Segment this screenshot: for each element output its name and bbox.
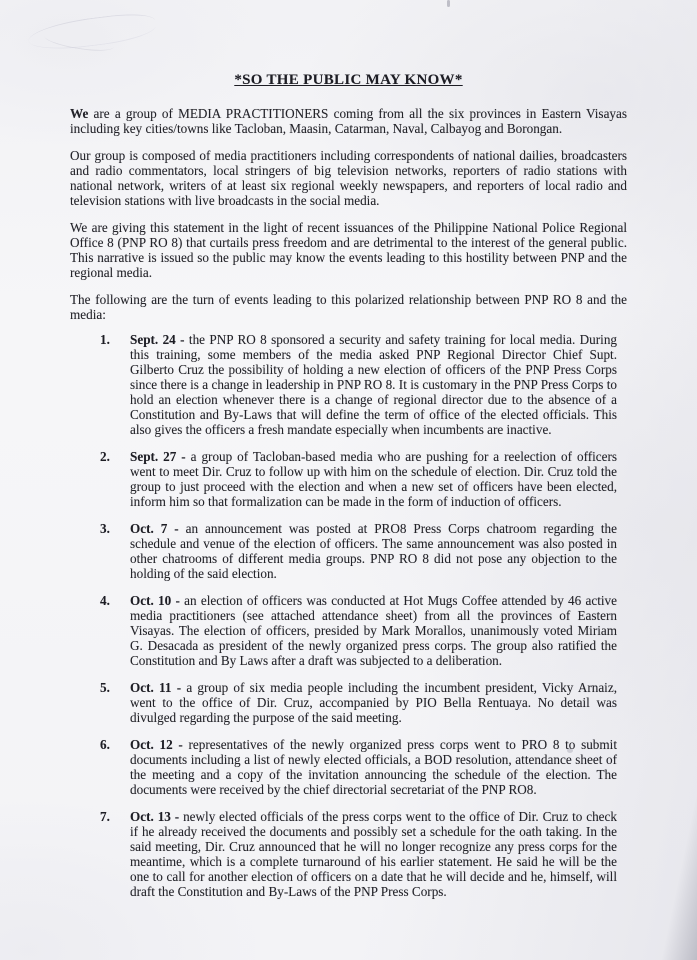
event-number: 1. [100,332,110,347]
event-item [70,332,627,437]
intro-paragraph-1 [70,106,627,136]
event-date: Oct. 10 - [130,593,180,608]
event-text [130,809,617,899]
event-body: the PNP RO 8 sponsored a security and safety training for local media. During this training, some members of the media asked PNP Regional Director Chief Supt. Gilberto Cruz the possibility of holding a new election of officers of the PNP Press Corps since there is a change in leadership in PNP RO 8. It is customary in the PNP Press Corps to hold an election whenever there is a change of regional director due to the absence of a Constitution and By-Laws that will define the term of office of the elected officials. This also gives the officers a fresh mandate especially when incumbents are inactive. [130,332,618,437]
event-item [70,593,627,668]
event-item [70,680,627,725]
event-body: representatives of the newly organized press corps went to PRO 8 to submit documents including a list of newly elected officials, a BOD resolution, attendance sheet of the meeting and a copy of the invitation announcing the schedule of the election. The documents were received by the chief directorial secretariat of the PNP RO8. [130,737,617,797]
event-item [70,809,627,899]
event-number: 3. [100,521,110,536]
intro-paragraph-2 [70,148,627,208]
event-text [130,449,617,509]
paragraph-lead: We [70,106,89,121]
title-row [70,70,627,90]
event-text [130,737,617,797]
document-content [70,70,627,899]
event-date: Oct. 11 - [130,680,182,695]
event-date: Oct. 13 - [130,809,180,824]
event-date: Oct. 12 - [130,737,183,752]
event-text [130,521,617,581]
event-date: Sept. 24 - [130,332,185,347]
paper-speck [447,0,450,7]
document-title: *SO THE PUBLIC MAY KNOW* [234,72,463,88]
event-item [70,737,627,797]
event-number: 4. [100,593,110,608]
event-date: Oct. 7 - [130,521,179,536]
paragraph-body: We are giving this statement in the light of recent issuances of the Philippine National Police Regional Office 8 (PNP RO 8) that curtails press freedom and are detrimental to the interest of the general public. This narrative is issued so the public may know the events leading to this hostility between PNP and the regional media. [70,220,627,280]
event-text [130,593,617,668]
intro-paragraph-3 [70,220,627,280]
event-number: 5. [100,680,110,695]
event-number: 6. [100,737,110,752]
event-text [130,332,617,437]
event-text [130,680,617,725]
event-body: an announcement was posted at PRO8 Press Corps chatroom regarding the schedule and venue of the election of officers. The same announcement was also posted in other chatrooms of different media groups. PNP RO 8 did not pose any objection to the holding of the said election. [130,521,617,581]
event-date: Sept. 27 - [130,449,186,464]
event-body: a group of Tacloban-based media who are pushing for a reelection of officers went to meet Dir. Cruz to follow up with him on the schedule of election. Dir. Cruz told the group to just proceed with the election and when a new set of officers have been elected, inform him so that formalization can be made in the form of induction of officers. [130,449,618,509]
event-number: 7. [100,809,110,824]
intro-paragraph-4 [70,292,627,322]
paragraph-body: are a group of MEDIA PRACTITIONERS coming from all the six provinces in Eastern Visayas including key cities/towns like Tacloban, Maasin, Catarman, Naval, Calbayog and Borongan. [70,106,627,136]
event-number: 2. [100,449,110,464]
paragraph-body: The following are the turn of events leading to this polarized relationship between PNP RO 8 and the media: [70,292,627,322]
events-list [70,332,627,899]
event-body: a group of six media people including the incumbent president, Vicky Arnaiz, went to the office of Dir. Cruz, accompanied by PIO Bella Rentuaya. No detail was divulged regarding the purpose of the said meeting. [130,680,617,725]
event-body: an election of officers was conducted at Hot Mugs Coffee attended by 46 active media practitioners (see attached attendance sheet) from all the provinces of Eastern Visayas. The election of officers, presided by Mark Morallos, unanimously voted Miriam G. Desacada as president of the newly organized press corps. The group also ratified the Constitution and By Laws after a draft was subjected to a deliberation. [130,593,617,668]
event-item [70,521,627,581]
paragraph-body: Our group is composed of media practitioners including correspondents of national dailies, broadcasters and radio commentators, local stringers of big television networks, reporters of radio stations with national network, writers of at least six regional weekly newspapers, and reporters of local radio and television stations with live broadcasts in the social media. [70,148,627,208]
event-body: newly elected officials of the press corps went to the office of Dir. Cruz to check if he already received the documents and possibly set a schedule for the oath taking. In the said meeting, Dir. Cruz announced that he will no longer recognize any press corps for the meantime, which is a complete turnaround of his earlier statement. He said he will be the one to call for another election of officers on a date that he will decide and he, himself, will draft the Constitution and By-Laws of the PNP Press Corps. [130,809,617,899]
event-item [70,449,627,509]
